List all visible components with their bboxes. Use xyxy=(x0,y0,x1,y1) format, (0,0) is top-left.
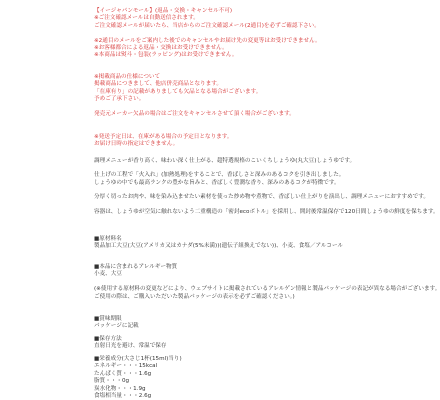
description-line: しょうゆの中でも最高ランクの豊かな旨みと、香ばしく豊潤な香り、深みのあるコクが特徴です。 xyxy=(94,179,340,186)
allergens-heading: ■本品に含まれるアレルギー物質 xyxy=(94,264,178,270)
nutrition-row: 炭水化物・・・1.9g xyxy=(94,385,146,392)
ingredients-text: 製品加工大豆(大豆(アメリカ又はカナダ(5%未満))(遺伝子組換えでない))、小麦、食塩／アルコール xyxy=(94,243,344,250)
stock-notice-line xyxy=(94,104,306,111)
stock-notice-line: 予めご了承下さい。 xyxy=(94,96,145,103)
description-line: 仕上げの工程で「火入れ」(加熱処理)をすることで、香ばしさと深みのあるコクを引き出しました。 xyxy=(94,172,345,179)
storage-heading: ■保存方法 xyxy=(94,336,122,342)
nutrition-row: 食塩相当量・・・2.6g xyxy=(94,393,152,400)
allergens-section xyxy=(94,264,440,301)
notice-line: ご注文確認メールが届いたら、当店からのご注文確認メール(2通目)を必ずご確認下さい。 xyxy=(94,22,320,29)
stock-notice-line: 発売元メーカー欠品の場合はご注文をキャンセルさせて頂く場合がございます。 xyxy=(94,111,295,118)
stock-notice-line: 掲載商品につきまして、他店併売商品となります。 xyxy=(94,81,222,88)
allergens-note: (※使用する原材料の変更などにより、ウェブサイトに掲載されているアレルゲン情報と製品パッケージの表記が異なる場合がございます。 xyxy=(94,286,440,293)
description-line: 調理メニューが香り高く、味わい深く仕上がる、超特選規格のこいくちしょうゆ(丸大豆)しょうゆです。 xyxy=(94,158,356,164)
best-before-text: パッケージに記載 xyxy=(94,323,139,330)
best-before-section xyxy=(94,316,306,331)
nutrition-row: 脂質・・・0g xyxy=(94,378,130,385)
allergens-text: 小麦、大豆 xyxy=(94,271,122,278)
delivery-notice-line: ※発送予定日は、在庫がある場合の予定日となります。 xyxy=(94,134,233,140)
nutrition-row: たんぱく質・・・1.6g xyxy=(94,370,152,377)
storage-text: 直射日光を避け、常温で保存 xyxy=(94,343,167,350)
nutrition-row: エネルギー・・・15kcal xyxy=(94,363,158,370)
notice-line: ※2通目のメールをご案内した後でのキャンセルやお届け先の変更等はお受けできません。 xyxy=(94,37,321,44)
product-description xyxy=(94,158,439,216)
stock-notice xyxy=(94,74,306,118)
notice-line xyxy=(94,30,306,37)
notice-line: ※お客様都合による返品・交換はお受けできません。 xyxy=(94,45,228,52)
description-line: 分厚く切ったお肉や、味を染み込ませたい素材を使った炒め物や煮物で、香ばしい仕上がりを演出し、調理メニューにおすすめです。 xyxy=(94,194,430,201)
delivery-notice-line: お届け日時の指定はできません。 xyxy=(94,141,179,148)
notice-line: 【イージャパンモール】(返品・交換・キャンセル不可) xyxy=(94,8,233,14)
storage-section xyxy=(94,336,306,351)
allergens-note: ご使用の際は、ご購入いただいた製品パッケージの表示を必ずご確認ください。) xyxy=(94,293,295,300)
ingredients-heading: ■原材料名 xyxy=(94,236,122,242)
best-before-heading: ■賞味期限 xyxy=(94,316,122,322)
stock-notice-line: ※掲載商品の仕様について xyxy=(94,74,161,80)
delivery-notice xyxy=(94,134,306,149)
notice-line: ※ご注文確認メールは自動送信されます。 xyxy=(94,15,199,22)
description-line: 容器は、しょうゆが空気に触れないよう二重構造の「密封ecoボトル」を採用し、開封後常温保存で120日間しょうゆの鮮度を保ちます。 xyxy=(94,208,439,215)
ingredients-section xyxy=(94,236,344,251)
order-notice xyxy=(94,8,321,60)
nutrition-heading: ■栄養成分(大さじ1杯(15ml)当り) xyxy=(94,356,182,362)
stock-notice-line: 「在庫有り」の記載がありましても欠品となる場合がございます。 xyxy=(94,88,262,95)
nutrition-section xyxy=(94,356,306,400)
notice-line: ※本商品は熨斗・包装(ラッピング)はお受けできません。 xyxy=(94,52,238,59)
